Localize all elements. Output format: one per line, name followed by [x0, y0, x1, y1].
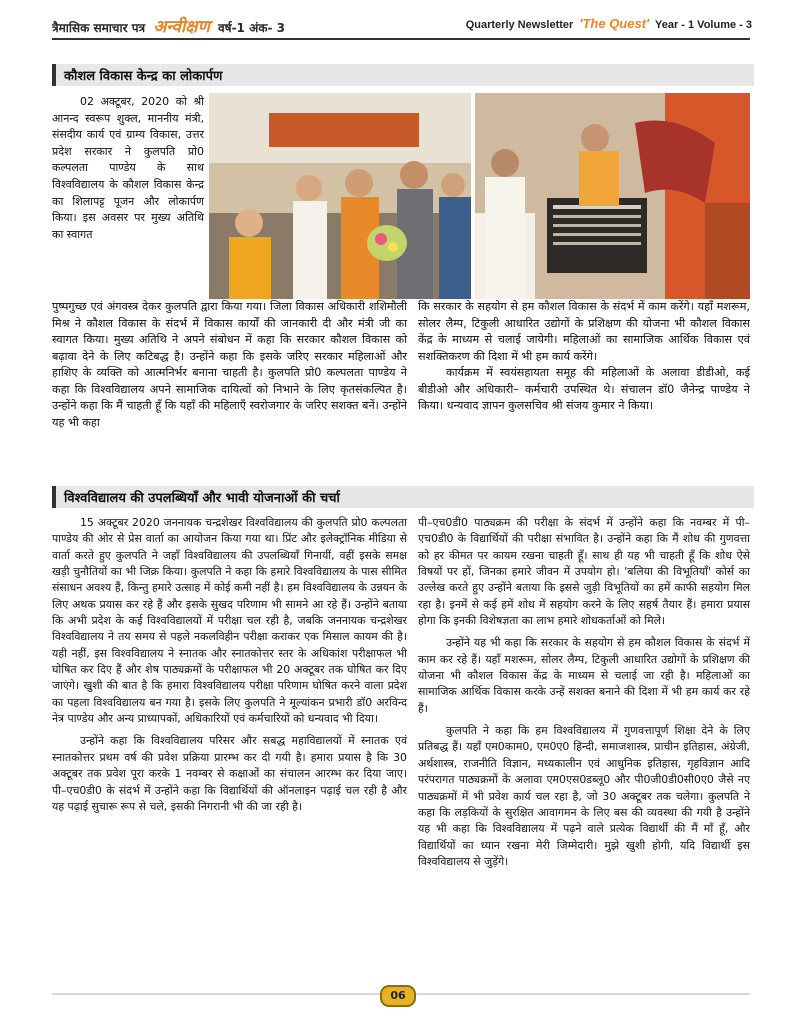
section1-right-paragraph-1: कि सरकार के सहयोग से हम कौशल विकास के संदर्भ में काम करेंगे। यहाँ मशरूम, सोलर लैम्प, टिकुली आधारित उद्योगों के प्रशिक्षण की योजना भी कौशल विकास केंद्र के माध्यम से चलाई जायेगी। महिलाओं का सामाजिक आर्थिक विकास एवं सशक्तिकरण की दिशा में भी हम कार्य करेंगे। [418, 300, 750, 363]
section2-left-paragraph-1: 15 अक्टूबर 2020 जननायक चन्द्रशेखर विश्वविद्यालय की कुलपति प्रो0 कल्पलता पाण्डेय की ओर से प्रेस वार्ता का आयोजन किया गया था। प्रिंट और इलेक्ट्रॉनिक मीडिया से वार्ता करते हुए कुलपति ने जहाँ विश्वविद्यालय की उपलब्धियाँ गिनायीं, वहीं इसके समक्ष खड़ी चुनौतियों का भी जिक्र किया। कुलपति ने कहा कि हमारे विश्वविद्यालय के पास सीमित संसाधन अवश्य हैं, किन्तु हमारे उत्साह में कोई कमी नहीं है। हम विश्वविद्यालय के उन्नयन के लिए अथक प्रयास कर रहे हैं और इसके सुखद परिणाम भी सामने आ रहे हैं। उन्होंने बताया कि अभी प्रदेश के कई विश्वविद्यालयों में परीक्षा चल रही है, जबकि जननायक चन्द्रशेखर विश्वविद्यालय ने तय समय से पहले नकलविहीन परीक्षा कराकर एक मिसाल कायम की है। यही नहीं, इस विश्वविद्यालय ने स्नातक और स्नातकोत्तर स्तर के अधिकांश परीक्षाफल भी घोषित कर दिए हैं और शेष पाठ्यक्रमों के परीक्षाफल भी 20 अक्टूबर तक घोषित कर दिए जाएंगे। खुशी की बात है कि हमारा विश्वविद्यालय परीक्षा परिणाम घोषित करने वाला प्रदेश का पहला विश्वविद्यालय बन गया है। इसके लिए कुलपति ने मूल्यांकन प्रभारी डॉ0 अरविन्द नेत्र पाण्डेय और अन्य प्राध्यापकों, अधिकारियों एवं कर्मचारियों को धन्यवाद भी दिया। [52, 516, 407, 726]
section1-intro-text [52, 94, 204, 243]
section2-right-column [418, 515, 750, 870]
ceremony-photo-bouquet [209, 93, 471, 299]
section2-right-paragraph-1: पी–एच0डी0 पाठ्यक्रम की परीक्षा के संदर्भ में उन्होंने कहा कि नवम्बर में पी–एच0डी0 के विद्यार्थियों की परीक्षा संभावित है। उन्होंने कहा कि मैं शोध की गुणवत्ता को हर कीमत पर कायम रखना चाहती हूँ। साथ ही यह भी चाहती हूँ कि शोध ऐसे विषयों पर हों, जिनका हमारे जीवन में उपयोग हो। 'बलिया की विभूतियाँ' कोर्स का उल्लेख करते हुए उन्होंने बताया कि इससे जुड़ी विभूतियों का हमें काफी सहयोग मिल रहा है। इनमें से कई हमें शोध में सहयोग करने के लिए सहर्ष तैयार हैं। हमारा प्रयास होगा कि इनकी विशेषज्ञता का लाभ हमारे शोधकर्ताओं को मिले। [418, 516, 750, 628]
plaque-unveiling-photo [475, 93, 750, 299]
section1-right-column [418, 299, 750, 415]
header-english-title [466, 16, 752, 31]
header-brand-english: 'The Quest' [579, 16, 650, 31]
section1-intro-paragraph: 02 अक्टूबर, 2020 को श्री आनन्द स्वरूप शुक्ल, माननीय मंत्री, संसदीय कार्य एवं ग्राम्य विकास, उत्तर प्रदेश सरकार ने कुलपति प्रो0 कल्पलता पाण्डेय के साथ विश्वविद्यालय के कौशल विकास केन्द्र का शिलापट्ट पूजन और लोकार्पण किया। इस अवसर पर मुख्य अतिथि का स्वागत [52, 95, 204, 241]
header-rule [52, 38, 750, 40]
page-number-badge [380, 985, 416, 1007]
section2-left-column [52, 515, 407, 815]
section2-title: विश्वविद्यालय की उपलब्धियाँ और भावी योजनाओं की चर्चा [64, 491, 340, 506]
section1-left-paragraph: पुष्पगुच्छ एवं अंगवस्त्र देकर कुलपति द्वारा किया गया। जिला विकास अधिकारी शशिमौली मिश्र ने कौशल विकास के संदर्भ में विकास कार्यों की जानकारी दी और मंत्री जी का स्वागत किया। मुख्य अतिथि ने अपने संबोधन में कहा कि सरकार कौशल विकास को बढ़ावा देने के लिए कटिबद्ध है। उन्होंने कहा कि इसके जरिए सरकार महिलाओं और हाशिए के व्यक्ति को आत्मनिर्भर बनाना चाहती है। कुलपति प्रो0 कल्पलता पाण्डेय ने कहा कि विश्वविद्यालय अपने सामाजिक दायित्वों को निभाने के लिए कृतसंकल्पित है। उन्होंने कहा कि मैं चाहती हूँ कि यहाँ की महिलाएँ स्वरोजगार के जरिए सशक्त बनें। उन्होंने यह भी कहा [52, 300, 407, 429]
section2-right-paragraph-2: उन्होंने यह भी कहा कि सरकार के सहयोग से हम कौशल विकास के संदर्भ में काम कर रहे हैं। यहाँ मशरूम, सोलर लैम्प, टिकुली आधारित उद्योगों के प्रशिक्षण की योजना भी कौशल विकास केंद्र के माध्यम से चलाई जा रही है। महिलाओं का सामाजिक आर्थिक विकास करके उन्हें सशक्त बनाने की दिशा में भी हम कार्य कर रहे हैं। [418, 636, 750, 715]
plaque-photo-illustration [475, 93, 750, 299]
section1-left-body [52, 299, 407, 431]
section1-right-paragraph-2: कार्यक्रम में स्वयंसहायता समूह की महिलाओं के अलावा डीडीओ, कई बीडीओ और अधिकारी– कर्मचारी उपस्थित थे। संचालन डॉ0 जैनेन्द्र पाण्डेय ने किया। धन्यवाद ज्ञापन कुलसचिव श्री संजय कुमार ने किया। [418, 366, 750, 412]
header-right-prefix: Quarterly Newsletter [465, 19, 574, 31]
section1-heading [52, 64, 754, 86]
newsletter-header [52, 10, 752, 36]
section1-title: कौशल विकास केन्द्र का लोकार्पण [64, 69, 223, 84]
header-right-suffix: Year - 1 Volume - 3 [654, 19, 752, 31]
page-number: 06 [390, 989, 406, 1002]
section2-left-paragraph-2: उन्होंने कहा कि विश्वविद्यालय परिसर और सबद्ध महाविद्यालयों में स्नातक एवं स्नातकोत्तर प्रथम वर्ष की प्रवेश प्रक्रिया प्रारम्भ कर दी गयी है। हमारा प्रयास है कि 30 अक्टूबर तक प्रवेश पूरा करके 1 नवम्बर से कक्षाओं का संचालन आरम्भ कर दिया जाए। पी–एच0डी0 के संदर्भ में उन्होंने कहा कि विद्यार्थियों की ऑनलाइन पढ़ाई चल रही है और यह पढ़ाई सुचारू रूप से चले, इसकी निगरानी भी की जा रही है। [52, 734, 407, 813]
header-left-suffix: वर्ष-1 अंक- 3 [217, 21, 285, 35]
header-left-prefix: त्रैमासिक समाचार पत्र [52, 21, 146, 35]
section2-right-paragraph-3: कुलपति ने कहा कि हम विश्वविद्यालय में गुणवत्तापूर्ण शिक्षा देने के लिए प्रतिबद्ध हैं। यहाँ एम0काम0, एम0ए0 हिन्दी, समाजशास्त्र, प्राचीन इतिहास, अंग्रेजी, अर्थशास्त्र, राजनीति विज्ञान, मध्यकालीन एवं आधुनिक इतिहास, गृहविज्ञान आदि परंपरागत पाठ्यक्रमों के अलावा एम0एस0डब्लू0 और पी0जी0डी0सी0ए0 जैसे नए पाठ्यक्रमों में भी प्रवेश कार्य चल रहा है, जो 30 अक्टूबर तक चलेगा। कुलपति ने कहा कि लड़कियों के सुरक्षित आवागमन के लिए बस की व्यवस्था की गयी है उन्होंने यह भी कहा कि विश्वविद्यालय में पढ़ने वाले प्रत्येक विद्यार्थी की मैं माँ हूँ, और विद्यार्थियों का ध्यान रखना मेरी जिम्मेदारी। मुझे खुशी होगी, यदि विद्यार्थी इस विश्वविद्यालय से जुड़ेंगे। [418, 724, 750, 868]
header-hindi-title [52, 14, 285, 37]
section2-heading [52, 486, 754, 508]
header-brand-hindi: अन्वीक्षण [153, 17, 210, 37]
bouquet-photo-illustration [209, 93, 471, 299]
